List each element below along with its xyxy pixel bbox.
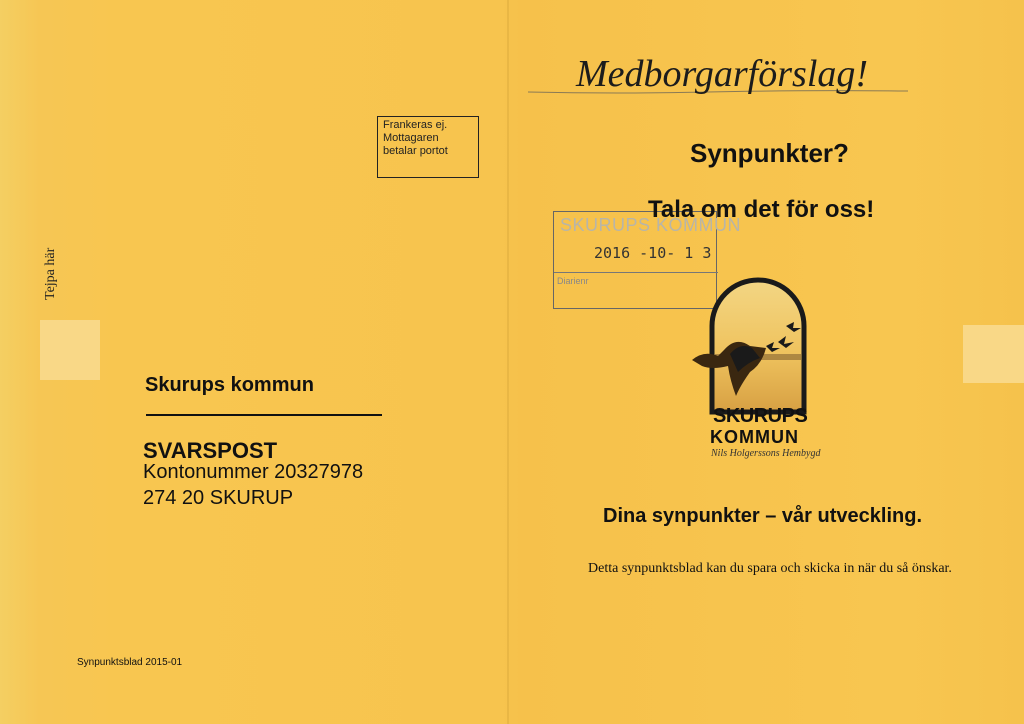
logo-name-line-2: KOMMUN xyxy=(710,427,799,447)
recipient-name: Skurups kommun xyxy=(145,374,314,396)
form-code: Synpunktsblad 2015-01 xyxy=(77,657,183,668)
tape-tab-left xyxy=(40,320,100,380)
heading: Synpunkter? xyxy=(690,138,849,168)
stamp-label: Diarienr xyxy=(557,276,589,286)
tape-hint: Tejpa här xyxy=(43,247,58,300)
account-number: Kontonummer 20327978 xyxy=(143,461,364,483)
logo-tagline: Nils Holgerssons Hembygd xyxy=(711,448,821,459)
instruction-note: Detta synpunktsblad kan du spara och skicka in när du så önskar. xyxy=(588,561,952,576)
slogan: Dina synpunkter – vår utveckling. xyxy=(603,505,922,527)
logo-name-line-1: SKURUPS xyxy=(713,405,808,427)
reply-label: SVARSPOST xyxy=(143,438,278,463)
postal-address: 274 20 SKURUP xyxy=(143,487,294,509)
postage-line-2: Mottagaren xyxy=(383,132,439,144)
postage-box xyxy=(377,116,479,178)
tape-tab-right xyxy=(963,325,1024,383)
fold-line xyxy=(507,0,509,724)
address-divider xyxy=(146,414,382,416)
handwritten-note xyxy=(528,36,908,106)
stamp-date: 2016 -10- 1 3 xyxy=(594,244,712,262)
handwritten-note-text: Medborgarförslag! xyxy=(576,53,869,95)
postage-line-1: Frankeras ej. xyxy=(383,119,448,131)
goose-flight-icon xyxy=(690,262,826,417)
postage-line-3: betalar portot xyxy=(383,145,448,157)
stamp-org: SKURUPS KOMMUN xyxy=(560,215,742,235)
subheading: Tala om det för oss! xyxy=(648,196,875,223)
